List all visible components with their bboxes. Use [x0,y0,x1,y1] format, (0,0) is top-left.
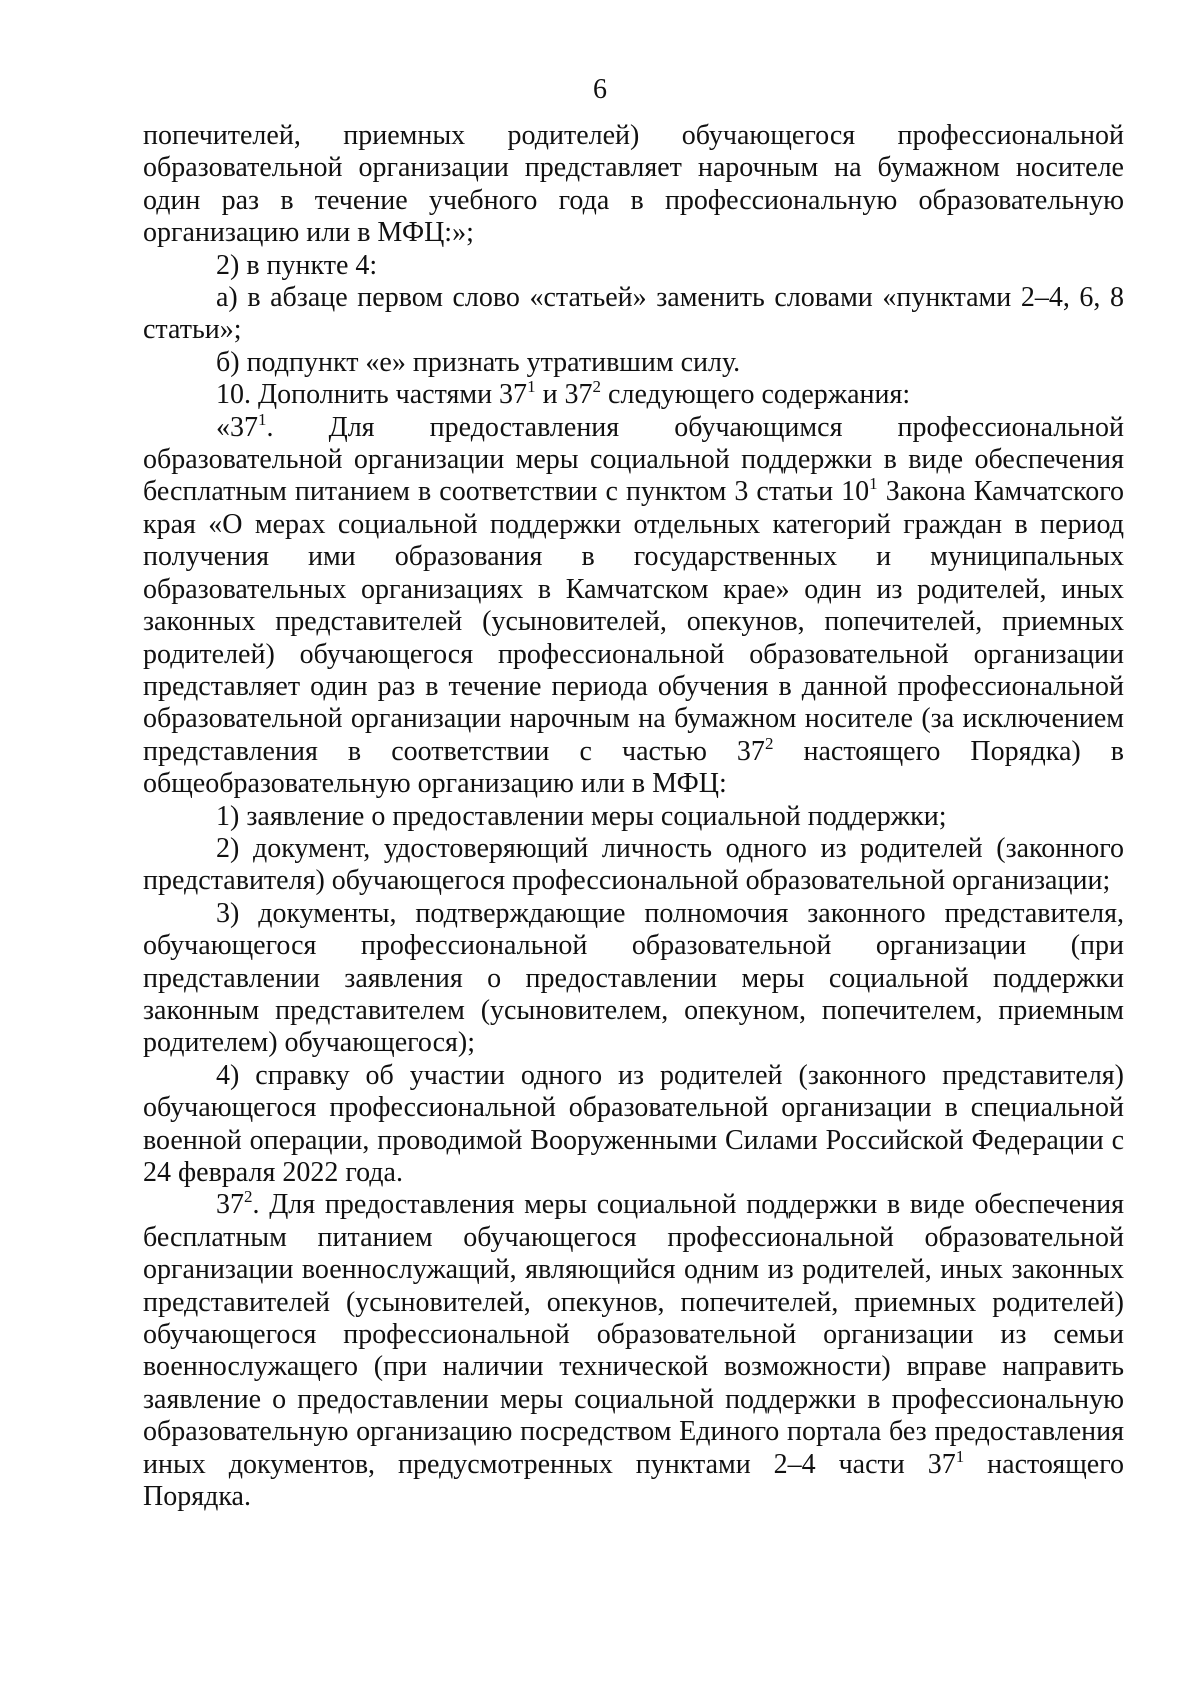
paragraph [143,379,1124,411]
paragraph [143,409,1124,801]
paragraph-text: 37 [216,1189,244,1221]
paragraph-text: 2) в пункте 4: [216,249,378,281]
paragraph-text: 10. Дополнить частями 37 [216,379,528,411]
paragraph-text: и 37 [535,379,593,411]
paragraph-text: 3) документы, подтверждающие полномочия законного представителя, обучающегося профессиональной образовательной организации (при представлении заявления о предоставлении меры социальной поддержки законным представителем (усыновителем, опекуном, попечителем, приемным родителем) обучающегося); [143,897,1124,1059]
paragraph-text: 1) заявление о предоставлении меры социальной поддержки; [216,800,947,832]
superscript-index: 2 [592,377,602,397]
paragraph-text: 2) документ, удостоверяющий личность одного из родителей (законного представителя) обучающегося профессиональной образовательной организации; [143,832,1124,897]
paragraph-text: Закона Камчатского края «О мерах социальной поддержки отдельных категорий граждан в период получения ими образования в государственных и муниципальных образовательных организациях в Камчатском крае» один из родителей, иных законных представителей (усыновителей, опекунов, попечителей, приемных родителей) обучающегося профессиональной образовательной организации представляет один раз в течение периода обучения в данной профессиональной образовательной организации нарочным на бумажном носителе (за исключением представления в соответствии с частью 37 [143,476,1124,767]
paragraph-text: настоящего Порядка. [143,1448,1124,1513]
superscript-index: 1 [258,409,267,429]
paragraph [143,120,1124,250]
document-body [143,120,1124,1513]
superscript-index: 2 [764,733,774,753]
paragraph-text: а) в абзаце первом слово «статьей» заменить словами «пунктами 2–4, 6, 8 статьи»; [143,282,1124,346]
paragraph-text: б) подпункт «е» признать утратившим силу. [216,346,741,378]
superscript-index: 2 [244,1187,253,1207]
paragraph-text: следующего содержания: [601,379,911,411]
paragraph [143,833,1124,898]
paragraph-text: . Для предоставления меры социальной поддержки в виде обеспечения бесплатным питанием обучающегося профессиональной образовательной организации военнослужащий, являющийся одним из родителей, иных законных представителей (усыновителей, опекунов, попечителей, приемных родителей) обучающегося профессиональной образовательной организации из семьи военнослужащего (при наличии технической возможности) вправе направить заявление о предоставлении меры социальной поддержки в профессиональную образовательную организацию посредством Единого портала без предоставления иных документов, предусмотренных пунктами 2–4 части 37 [143,1189,1124,1480]
page-number: 6 [593,74,607,105]
superscript-index: 1 [869,474,878,494]
superscript-index: 1 [955,1446,965,1466]
paragraph [143,282,1124,347]
paragraph [143,250,1124,282]
paragraph [143,898,1124,1060]
paragraph [143,1189,1124,1513]
paragraph-text: попечителей, приемных родителей) обучающегося профессиональной образовательной организации представляет нарочным на бумажном носителе один раз в течение учебного года в профессиональную образовательную организацию или в МФЦ:»; [143,120,1124,249]
paragraph-text: настоящего Порядка) в общеобразовательную организацию или в МФЦ: [143,735,1124,800]
paragraph [143,347,1124,379]
paragraph [143,801,1124,833]
paragraph-text: . Для предоставления обучающимся профессиональной образовательной организации меры социальной поддержки в виде обеспечения бесплатным питанием в соответствии с пунктом 3 статьи 10 [143,411,1124,508]
paragraph-text: «37 [216,411,258,443]
paragraph-text: 4) справку об участии одного из родителей (законного представителя) обучающегося профессиональной образовательной организации в специальной военной операции, проводимой Вооруженными Силами Российской Федерации с 24 февраля 2022 года. [143,1059,1124,1188]
paragraph [143,1060,1124,1190]
superscript-index: 1 [527,377,536,397]
